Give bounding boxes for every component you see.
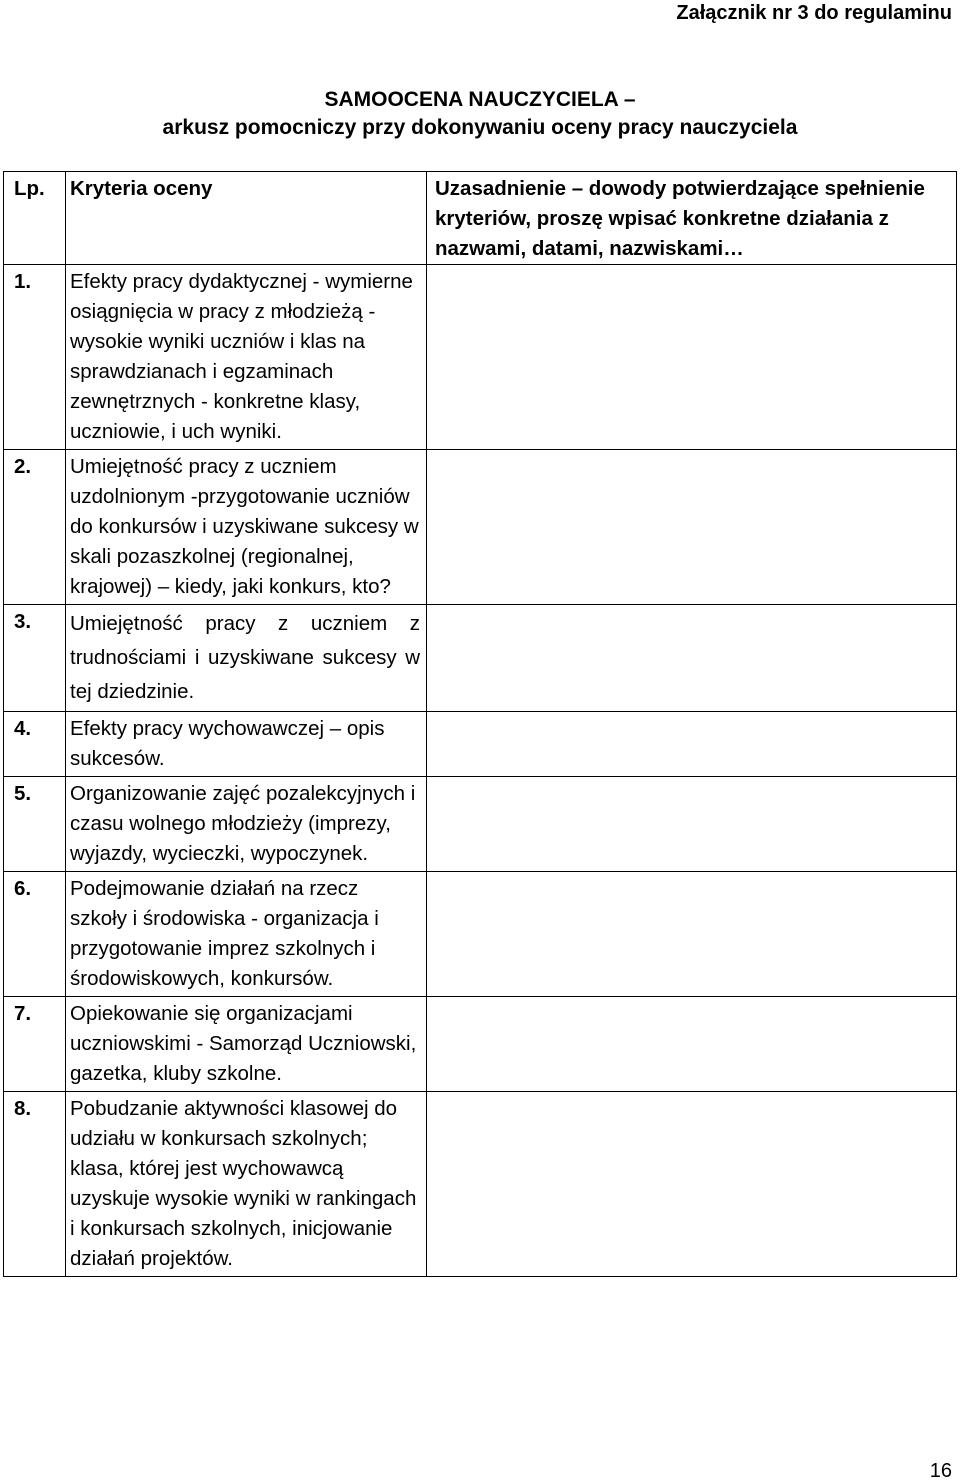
title-line-2: arkusz pomocniczy przy dokonywaniu oceny pracy nauczyciela [162, 116, 798, 139]
row-justification-field[interactable] [427, 265, 957, 450]
row-justification-field[interactable] [427, 1092, 957, 1277]
row-criterion: Efekty pracy dydaktycznej - wymierne osiągnięcia w pracy z młodzieżą - wysokie wyniki uczniów i klas na sprawdzianach i egzaminach zewnętrznych - konkretne klasy, uczniowie, i uch wyniki. [66, 265, 427, 450]
attachment-label: Załącznik nr 3 do regulaminu [676, 2, 952, 24]
table-row [4, 997, 957, 1092]
row-number: 3. [4, 605, 66, 712]
row-justification-field[interactable] [427, 997, 957, 1092]
row-criterion: Opiekowanie się organizacjami uczniowskimi - Samorząd Uczniowski, gazetka, kluby szkolne. [66, 997, 427, 1092]
row-justification-field[interactable] [427, 777, 957, 872]
row-number: 8. [4, 1092, 66, 1277]
table-row [4, 450, 957, 605]
row-criterion: Organizowanie zajęć pozalekcyjnych i czasu wolnego młodzieży (imprezy, wyjazdy, wycieczki, wypoczynek. [66, 777, 427, 872]
header-number: Lp. [4, 172, 66, 265]
row-justification-field[interactable] [427, 605, 957, 712]
row-criterion: Umiejętność pracy z uczniem uzdolnionym -przygotowanie uczniów do konkursów i uzyskiwane sukcesy w skali pozaszkolnej (regionalnej, krajowej) – kiedy, jaki konkurs, kto? [66, 450, 427, 605]
table-row [4, 605, 957, 712]
row-criterion: Umiejętność pracy z uczniem z trudnościami i uzyskiwane sukcesy w tej dziedzinie. [66, 605, 427, 712]
row-number: 6. [4, 872, 66, 997]
row-number: 1. [4, 265, 66, 450]
table-row [4, 712, 957, 777]
header-justification: Uzasadnienie – dowody potwierdzające spełnienie kryteriów, proszę wpisać konkretne działania z nazwami, datami, nazwiskami… [427, 172, 957, 265]
table-row [4, 265, 957, 450]
row-criterion: Podejmowanie działań na rzecz szkoły i środowiska - organizacja i przygotowanie imprez szkolnych i środowiskowych, konkursów. [66, 872, 427, 997]
row-justification-field[interactable] [427, 712, 957, 777]
table-row [4, 1092, 957, 1277]
page-number: 16 [929, 1460, 952, 1482]
header-criteria: Kryteria oceny [66, 172, 427, 265]
row-criterion: Pobudzanie aktywności klasowej do udziału w konkursach szkolnych; klasa, której jest wychowawcą uzyskuje wysokie wyniki w rankingach i konkursach szkolnych, inicjowanie działań projektów. [66, 1092, 427, 1277]
table-header-row [4, 172, 957, 265]
criteria-table [3, 171, 957, 1277]
row-justification-field[interactable] [427, 872, 957, 997]
table-row [4, 872, 957, 997]
row-number: 4. [4, 712, 66, 777]
row-number: 5. [4, 777, 66, 872]
title-line-1: SAMOOCENA NAUCZYCIELA – [324, 88, 636, 111]
document-title [0, 86, 960, 142]
row-number: 7. [4, 997, 66, 1092]
table-row [4, 777, 957, 872]
row-criterion: Efekty pracy wychowawczej – opis sukcesów. [66, 712, 427, 777]
row-justification-field[interactable] [427, 450, 957, 605]
row-number: 2. [4, 450, 66, 605]
